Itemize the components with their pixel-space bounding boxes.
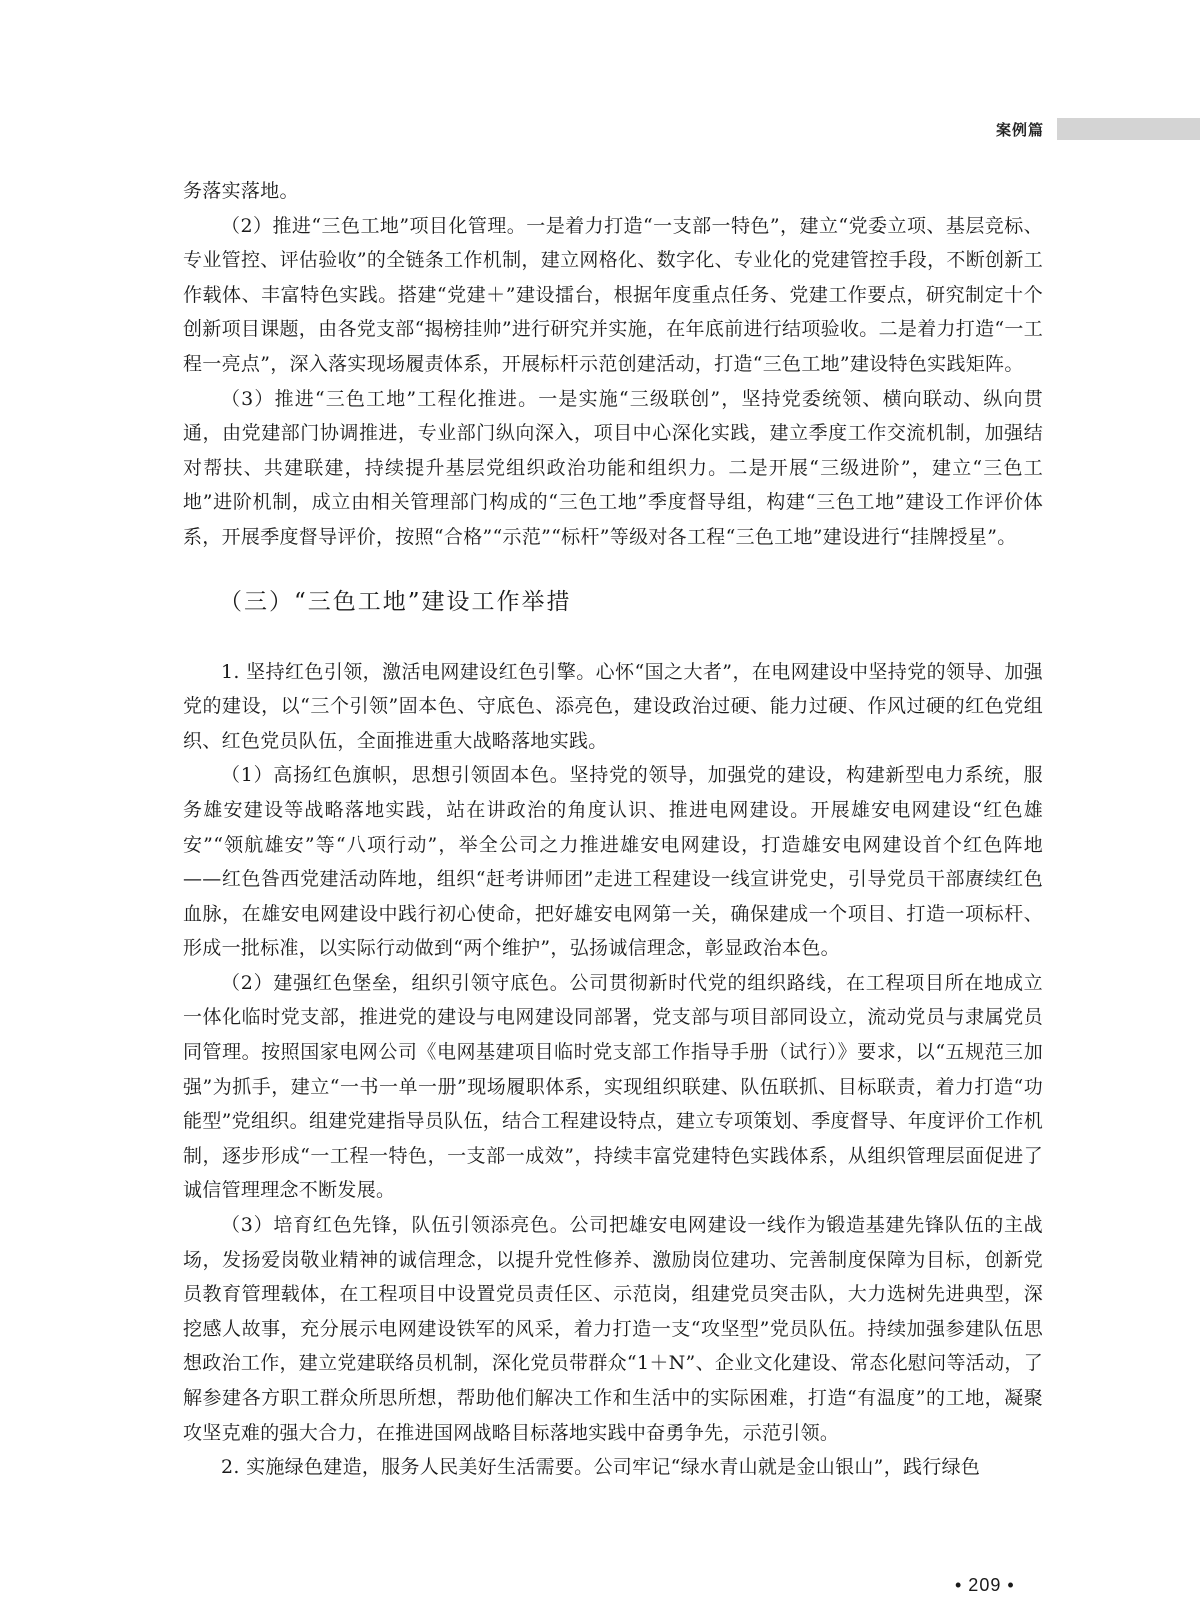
- paragraph: （2）推进“三色工地”项目化管理。一是着力打造“一支部一特色”，建立“党委立项、基层竞标、专业管控、评估验收”的全链条工作机制，建立网格化、数字化、专业化的党建管控手段，不断创新工作载体、丰富特色实践。搭建“党建＋”建设擂台，根据年度重点任务、党建工作要点，研究制定十个创新项目课题，由各党支部“揭榜挂帅”进行研究并实施，在年底前进行结项验收。二是着力打造“一工程一亮点”，深入落实现场履责体系，开展标杆示范创建活动，打造“三色工地”建设特色实践矩阵。: [183, 214, 1043, 375]
- running-header-bar: [1057, 118, 1200, 140]
- paragraph-group-bottom: [183, 655, 1043, 1485]
- paragraph-group-top: [183, 174, 1043, 555]
- paragraph: （2）建强红色堡垒，组织引领守底色。公司贯彻新时代党的组织路线，在工程项目所在地成立一体化临时党支部，推进党的建设与电网建设同部署，党支部与项目部同设立，流动党员与隶属党员同管理。按照国家电网公司《电网基建项目临时党支部工作指导手册（试行）》要求，以“五规范三加强”为抓手，建立“一书一单一册”现场履职体系，实现组织联建、队伍联抓、目标联责，着力打造“功能型”党组织。组建党建指导员队伍，结合工程建设特点，建立专项策划、季度督导、年度评价工作机制，逐步形成“一工程一特色，一支部一成效”，持续丰富党建特色实践体系，从组织管理层面促进了诚信管理理念不断发展。: [183, 971, 1043, 1202]
- running-header-label: 案例篇: [996, 121, 1045, 139]
- paragraph: （1）高扬红色旗帜，思想引领固本色。坚持党的领导，加强党的建设，构建新型电力系统，服务雄安建设等战略落地实践，站在讲政治的角度认识、推进电网建设。开展雄安电网建设“红色雄安”“领航雄安”等“八项行动”，举全公司之力推进雄安电网建设，打造雄安电网建设首个红色阵地——红色昝西党建活动阵地，组织“赶考讲师团”走进工程建设一线宣讲党史，引导党员干部赓续红色血脉，在雄安电网建设中践行初心使命，把好雄安电网第一关，确保建成一个项目、打造一项标杆、形成一批标准，以实际行动做到“两个维护”，弘扬诚信理念，彰显政治本色。: [183, 764, 1043, 960]
- paragraph: （3）推进“三色工地”工程化推进。一是实施“三级联创”，坚持党委统领、横向联动、纵向贯通，由党建部门协调推进，专业部门纵向深入，项目中心深化实践，建立季度工作交流机制，加强结对帮扶、共建联建，持续提升基层党组织政治功能和组织力。二是开展“三级进阶”，建立“三色工地”进阶机制，成立由相关管理部门构成的“三色工地”季度督导组，构建“三色工地”建设工作评价体系，开展季度督导评价，按照“合格”“示范”“标杆”等级对各工程“三色工地”建设进行“挂牌授星”。: [183, 387, 1043, 548]
- section-heading: （三）“三色工地”建设工作举措: [219, 588, 572, 615]
- paragraph: （3）培育红色先锋，队伍引领添亮色。公司把雄安电网建设一线作为锻造基建先锋队伍的主战场，发扬爱岗敬业精神的诚信理念，以提升党性修养、激励岗位建功、完善制度保障为目标，创新党员教育管理载体，在工程项目中设置党员责任区、示范岗，组建党员突击队，大力选树先进典型，深挖感人故事，充分展示电网建设铁军的风采，着力打造一支“攻坚型”党员队伍。持续加强参建队伍思想政治工作，建立党建联络员机制，深化党员带群众“1＋N”、企业文化建设、常态化慰问等活动，了解参建各方职工群众所思所想，帮助他们解决工作和生活中的实际困难，打造“有温度”的工地，凝聚攻坚克难的强大合力，在推进国网战略目标落地实践中奋勇争先，示范引领。: [183, 1214, 1043, 1444]
- paragraph: 1. 坚持红色引领，激活电网建设红色引擎。心怀“国之大者”，在电网建设中坚持党的领导、加强党的建设，以“三个引领”固本色、守底色、添亮色，建设政治过硬、能力过硬、作风过硬的红色党组织、红色党员队伍，全面推进重大战略落地实践。: [183, 660, 1043, 752]
- paragraph: 2. 实施绿色建造，服务人民美好生活需要。公司牢记“绿水青山就是金山银山”，践行绿色: [221, 1456, 981, 1479]
- main-text: [183, 174, 1043, 1485]
- page-number: • 209 •: [955, 1575, 1015, 1595]
- paragraph: 务落实落地。: [183, 180, 299, 202]
